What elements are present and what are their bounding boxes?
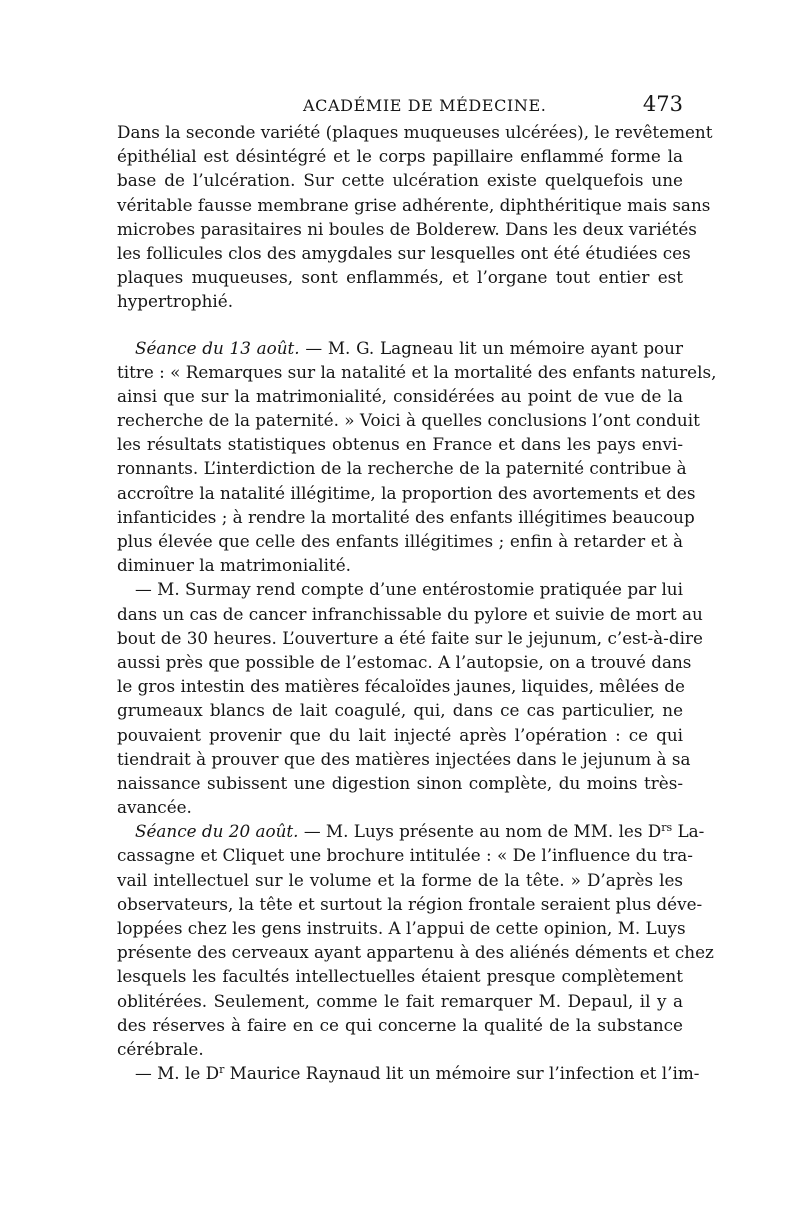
text-line: grumeaux blancs de lait coagulé, qui, dans ce cas particulier, ne: [117, 700, 683, 721]
text-line: les résultats statistiques obtenus en France et dans les pays envi-: [117, 434, 683, 455]
text-line: présente des cerveaux ayant appartenu à des aliénés déments et chez: [117, 942, 714, 963]
text-line: Dans la seconde variété (plaques muqueuses ulcérées), le revêtement: [117, 122, 713, 142]
text-line: base de l’ulcération. Sur cette ulcération existe quelquefois une: [117, 170, 683, 191]
session-label: Séance du 20 août.: [135, 821, 299, 842]
text-line: titre : « Remarques sur la natalité et la mortalité des enfants naturels,: [117, 361, 717, 382]
text-fragment: — M. Luys présente au nom de MM. les D: [298, 821, 662, 842]
superscript: r: [219, 1063, 225, 1077]
text-fragment: La-: [672, 821, 705, 842]
text-fragment: — M. le D: [135, 1063, 220, 1084]
text-line: épithélial est désintégré et le corps papillaire enflammé forme la: [117, 146, 683, 167]
text-line: [117, 819, 705, 843]
text-line: loppées chez les gens instruits. A l’appui de cette opinion, M. Luys: [117, 918, 686, 938]
text-line: vail intellectuel sur le volume et la forme de la tête. » D’après les: [117, 869, 683, 890]
text-line: des réserves à faire en ce qui concerne la qualité de la substance: [117, 1014, 683, 1035]
page-number: 473: [642, 92, 683, 116]
text-line: les follicules clos des amygdales sur lesquelles ont été étudiées ces: [117, 242, 691, 263]
text-line: [117, 1061, 700, 1085]
text-line: — M. Surmay rend compte d’une entérostomie pratiquée par lui: [135, 579, 683, 600]
text-line: pouvaient provenir que du lait injecté après l’opération : ce qui: [117, 724, 683, 745]
session-label: Séance du 13 août.: [135, 337, 300, 358]
text-line: infanticides ; à rendre la mortalité des enfants illégitimes beaucoup: [117, 506, 695, 527]
text-line: cérébrale.: [117, 1038, 204, 1059]
text-line: tiendrait à prouver que des matières injectées dans le jejunum à sa: [117, 748, 691, 769]
text-line: ronnants. L’interdiction de la recherche de la paternité contribue à: [117, 458, 687, 479]
running-title: ACADÉMIE DE MÉDECINE.: [303, 96, 547, 115]
text-line: plus élevée que celle des enfants illégitimes ; enfin à retarder et à: [117, 531, 683, 551]
running-header: [117, 92, 683, 120]
text-line: le gros intestin des matières fécaloïdes jaunes, liquides, mêlées de: [117, 676, 685, 697]
text-line: véritable fausse membrane grise adhérente, diphthéritique mais sans: [117, 194, 711, 215]
paragraph-raynaud: [117, 1061, 700, 1085]
text-fragment: — M. G. Lagneau lit un mémoire ayant pour: [299, 337, 683, 358]
text-line: oblitérées. Seulement, comme le fait remarquer M. Depaul, il y a: [117, 990, 683, 1011]
text-line: [117, 336, 683, 360]
superscript: rs: [661, 821, 673, 835]
text-line: naissance subissent une digestion sinon complète, du moins très-: [117, 772, 683, 793]
text-line: accroître la natalité illégitime, la proportion des avortements et des: [117, 482, 696, 503]
paragraph-seance-20-aout: [117, 819, 714, 1061]
text-line: observateurs, la tête et surtout la région frontale seraient plus déve-: [117, 893, 703, 914]
document-page: [117, 92, 717, 1176]
text-fragment: Maurice Raynaud lit un mémoire sur l’infection et l’im-: [224, 1063, 700, 1084]
text-line: aussi près que possible de l’estomac. A l’autopsie, on a trouvé dans: [117, 651, 692, 672]
text-line: plaques muqueuses, sont enflammés, et l’organe tout entier est: [117, 267, 683, 288]
text-line: hypertrophié.: [117, 291, 234, 312]
text-line: recherche de la paternité. » Voici à quelles conclusions l’ont conduit: [117, 410, 700, 431]
text-line: cassagne et Cliquet une brochure intitulée : « De l’influence du tra-: [117, 845, 693, 866]
text-line: ainsi que sur la matrimonialité, considérées au point de vue de la: [117, 385, 683, 406]
paragraph-surmay: [117, 577, 703, 819]
text-line: bout de 30 heures. L’ouverture a été faite sur le jejunum, c’est-à-dire: [117, 627, 703, 648]
text-line: avancée.: [117, 797, 192, 818]
text-line: dans un cas de cancer infranchissable du pylore et suivie de mort au: [117, 603, 703, 624]
text-line: lesquels les facultés intellectuelles étaient presque complètement: [117, 966, 683, 987]
paragraph-seance-13-aout: [117, 336, 717, 578]
text-line: diminuer la matrimonialité.: [117, 555, 351, 576]
paragraph-ulceration: [117, 120, 713, 314]
text-line: microbes parasitaires ni boules de Bolderew. Dans les deux variétés: [117, 218, 697, 239]
section-gap: [117, 314, 683, 336]
